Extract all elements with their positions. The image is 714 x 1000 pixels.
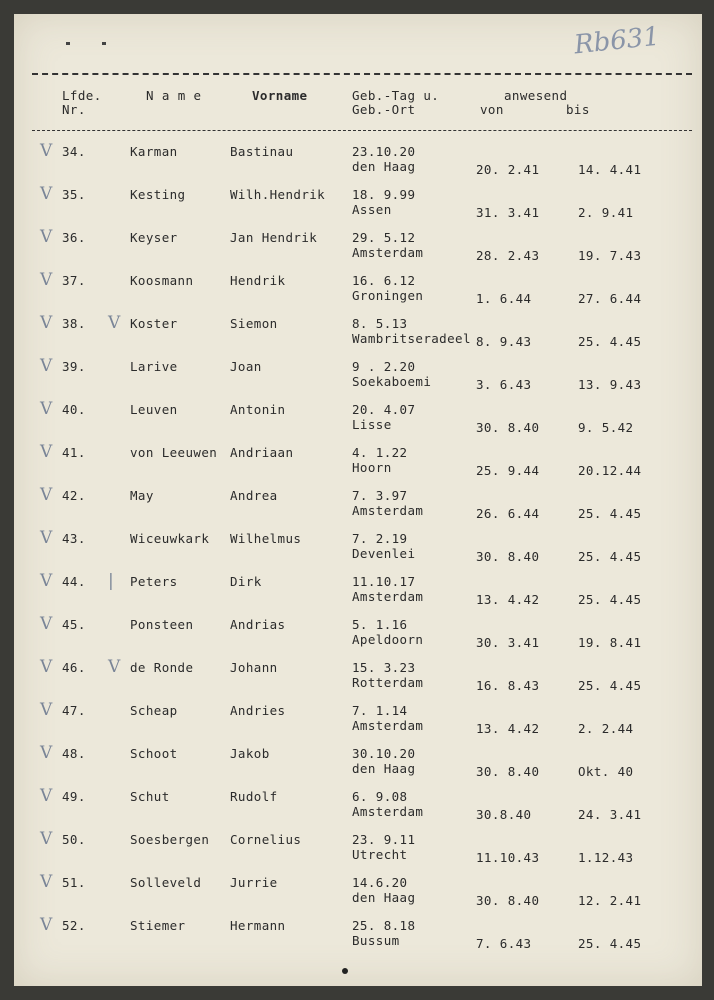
row-number: 47. (62, 703, 86, 718)
given-name: Jakob (230, 746, 270, 761)
row-number: 51. (62, 875, 86, 890)
table-row (14, 915, 702, 961)
table-row (14, 872, 702, 918)
table-row (14, 829, 702, 875)
birth-place: Amsterdam (352, 503, 424, 518)
birth-place: Assen (352, 202, 392, 217)
row-number: 38. (62, 316, 86, 331)
present-until: 25. 4.45 (578, 592, 642, 607)
header-geb-ort: Geb.-Ort (352, 102, 416, 117)
check-mark: V (40, 915, 53, 935)
surname: Keyser (130, 230, 178, 245)
given-name: Antonin (230, 402, 286, 417)
given-name: Jurrie (230, 875, 278, 890)
present-until: Okt. 40 (578, 764, 634, 779)
ink-speck (102, 42, 106, 45)
birth-place: Hoorn (352, 460, 392, 475)
given-name: Andrias (230, 617, 286, 632)
birth-date: 4. 1.22 (352, 445, 408, 460)
row-number: 50. (62, 832, 86, 847)
header-lfde: Lfde. (62, 88, 102, 103)
present-until: 1.12.43 (578, 850, 634, 865)
present-until: 2. 9.41 (578, 205, 634, 220)
ink-dot (342, 968, 348, 974)
check-mark: V (40, 485, 53, 505)
row-number: 46. (62, 660, 86, 675)
birth-date: 29. 5.12 (352, 230, 416, 245)
birth-place: Utrecht (352, 847, 408, 862)
table-row (14, 356, 702, 402)
check-mark: V (40, 184, 53, 204)
table-row (14, 184, 702, 230)
present-until: 2. 2.44 (578, 721, 634, 736)
table-row (14, 485, 702, 531)
check-mark: V (40, 872, 53, 892)
birth-place: Amsterdam (352, 589, 424, 604)
birth-date: 6. 9.08 (352, 789, 408, 804)
row-number: 39. (62, 359, 86, 374)
table-row (14, 399, 702, 445)
table-row (14, 227, 702, 273)
present-until: 13. 9.43 (578, 377, 642, 392)
present-from: 11.10.43 (476, 850, 540, 865)
birth-date: 11.10.17 (352, 574, 416, 589)
check-mark: V (40, 614, 53, 634)
check-mark-name: V (108, 657, 121, 677)
check-mark: V (40, 270, 53, 290)
row-number: 45. (62, 617, 86, 632)
birth-date: 8. 5.13 (352, 316, 408, 331)
surname: Kesting (130, 187, 186, 202)
row-number: 35. (62, 187, 86, 202)
birth-date: 23.10.20 (352, 144, 416, 159)
row-number: 44. (62, 574, 86, 589)
present-from: 30. 8.40 (476, 893, 540, 908)
birth-date: 30.10.20 (352, 746, 416, 761)
check-mark: V (40, 829, 53, 849)
present-until: 27. 6.44 (578, 291, 642, 306)
archive-mark: Rb631 (572, 21, 662, 61)
row-number: 48. (62, 746, 86, 761)
table-row (14, 270, 702, 316)
header-nr: Nr. (62, 102, 86, 117)
birth-place: Rotterdam (352, 675, 424, 690)
birth-place: Lisse (352, 417, 392, 432)
row-number: 41. (62, 445, 86, 460)
given-name: Joan (230, 359, 262, 374)
given-name: Johann (230, 660, 278, 675)
check-mark: V (40, 399, 53, 419)
row-number: 42. (62, 488, 86, 503)
surname: May (130, 488, 154, 503)
present-until: 25. 4.45 (578, 549, 642, 564)
birth-place: den Haag (352, 890, 416, 905)
given-name: Wilhelmus (230, 531, 302, 546)
document-page (14, 14, 702, 986)
check-mark: V (40, 571, 53, 591)
birth-place: den Haag (352, 159, 416, 174)
given-name: Wilh.Hendrik (230, 187, 326, 202)
present-until: 25. 4.45 (578, 334, 642, 349)
surname: Wiceuwkark (130, 531, 210, 546)
row-number: 36. (62, 230, 86, 245)
table-row (14, 571, 702, 617)
check-mark-name: V (108, 313, 121, 333)
present-from: 28. 2.43 (476, 248, 540, 263)
birth-place: Wambritseradeel (352, 331, 471, 346)
given-name: Andrea (230, 488, 278, 503)
table-row (14, 743, 702, 789)
surname: Schut (130, 789, 170, 804)
birth-date: 7. 2.19 (352, 531, 408, 546)
check-mark: V (40, 743, 53, 763)
header-bis: bis (566, 102, 590, 117)
surname: Peters (130, 574, 178, 589)
present-until: 25. 4.45 (578, 506, 642, 521)
present-from: 3. 6.43 (476, 377, 532, 392)
surname: Soesbergen (130, 832, 210, 847)
given-name: Hermann (230, 918, 286, 933)
surname: Solleveld (130, 875, 202, 890)
present-from: 30. 8.40 (476, 764, 540, 779)
row-number: 37. (62, 273, 86, 288)
present-until: 24. 3.41 (578, 807, 642, 822)
birth-date: 18. 9.99 (352, 187, 416, 202)
table-row (14, 141, 702, 187)
birth-place: Devenlei (352, 546, 416, 561)
birth-date: 7. 3.97 (352, 488, 408, 503)
given-name: Cornelius (230, 832, 302, 847)
surname: von Leeuwen (130, 445, 218, 460)
table-row (14, 442, 702, 488)
present-from: 30. 3.41 (476, 635, 540, 650)
check-mark: V (40, 657, 53, 677)
birth-place: Groningen (352, 288, 424, 303)
present-from: 30. 8.40 (476, 420, 540, 435)
surname: Koosmann (130, 273, 194, 288)
check-mark: V (40, 227, 53, 247)
row-number: 40. (62, 402, 86, 417)
birth-date: 7. 1.14 (352, 703, 408, 718)
header-rule (32, 130, 692, 131)
present-from: 20. 2.41 (476, 162, 540, 177)
check-mark: V (40, 313, 53, 333)
table-row (14, 700, 702, 746)
row-number: 43. (62, 531, 86, 546)
given-name: Andriaan (230, 445, 294, 460)
row-number: 52. (62, 918, 86, 933)
given-name: Andries (230, 703, 286, 718)
check-mark: V (40, 356, 53, 376)
surname: de Ronde (130, 660, 194, 675)
present-from: 13. 4.42 (476, 721, 540, 736)
header-geb-tag: Geb.-Tag u. (352, 88, 440, 103)
table-row (14, 786, 702, 832)
header-anwesend: anwesend (504, 88, 568, 103)
surname: Larive (130, 359, 178, 374)
surname: Karman (130, 144, 178, 159)
check-mark-name: | (108, 571, 114, 591)
surname: Leuven (130, 402, 178, 417)
present-until: 20.12.44 (578, 463, 642, 478)
present-from: 31. 3.41 (476, 205, 540, 220)
birth-date: 15. 3.23 (352, 660, 416, 675)
present-until: 12. 2.41 (578, 893, 642, 908)
birth-date: 25. 8.18 (352, 918, 416, 933)
birth-date: 9 . 2.20 (352, 359, 416, 374)
check-mark: V (40, 700, 53, 720)
birth-place: den Haag (352, 761, 416, 776)
given-name: Bastinau (230, 144, 294, 159)
check-mark: V (40, 528, 53, 548)
birth-date: 20. 4.07 (352, 402, 416, 417)
present-until: 19. 7.43 (578, 248, 642, 263)
present-from: 13. 4.42 (476, 592, 540, 607)
present-from: 7. 6.43 (476, 936, 532, 951)
birth-place: Apeldoorn (352, 632, 424, 647)
check-mark: V (40, 442, 53, 462)
birth-place: Amsterdam (352, 245, 424, 260)
table-row (14, 614, 702, 660)
birth-place: Bussum (352, 933, 400, 948)
birth-date: 23. 9.11 (352, 832, 416, 847)
surname: Ponsteen (130, 617, 194, 632)
table-row (14, 528, 702, 574)
present-until: 25. 4.45 (578, 678, 642, 693)
present-from: 16. 8.43 (476, 678, 540, 693)
row-number: 34. (62, 144, 86, 159)
birth-place: Amsterdam (352, 718, 424, 733)
header-name: N a m e (146, 88, 202, 103)
given-name: Jan Hendrik (230, 230, 318, 245)
surname: Schoot (130, 746, 178, 761)
birth-date: 5. 1.16 (352, 617, 408, 632)
surname: Stiemer (130, 918, 186, 933)
table-row (14, 657, 702, 703)
given-name: Hendrik (230, 273, 286, 288)
row-number: 49. (62, 789, 86, 804)
present-until: 25. 4.45 (578, 936, 642, 951)
check-mark: V (40, 786, 53, 806)
surname: Koster (130, 316, 178, 331)
header-vorname: Vorname (252, 88, 308, 103)
birth-date: 14.6.20 (352, 875, 408, 890)
present-from: 1. 6.44 (476, 291, 532, 306)
ink-speck (66, 42, 70, 45)
birth-place: Soekaboemi (352, 374, 432, 389)
given-name: Siemon (230, 316, 278, 331)
present-from: 30.8.40 (476, 807, 532, 822)
header-von: von (480, 102, 504, 117)
present-from: 25. 9.44 (476, 463, 540, 478)
surname: Scheap (130, 703, 178, 718)
birth-place: Amsterdam (352, 804, 424, 819)
table-row (14, 313, 702, 359)
top-rule (32, 73, 692, 75)
present-from: 8. 9.43 (476, 334, 532, 349)
birth-date: 16. 6.12 (352, 273, 416, 288)
present-from: 30. 8.40 (476, 549, 540, 564)
given-name: Dirk (230, 574, 262, 589)
present-until: 9. 5.42 (578, 420, 634, 435)
present-until: 14. 4.41 (578, 162, 642, 177)
check-mark: V (40, 141, 53, 161)
present-from: 26. 6.44 (476, 506, 540, 521)
given-name: Rudolf (230, 789, 278, 804)
present-until: 19. 8.41 (578, 635, 642, 650)
